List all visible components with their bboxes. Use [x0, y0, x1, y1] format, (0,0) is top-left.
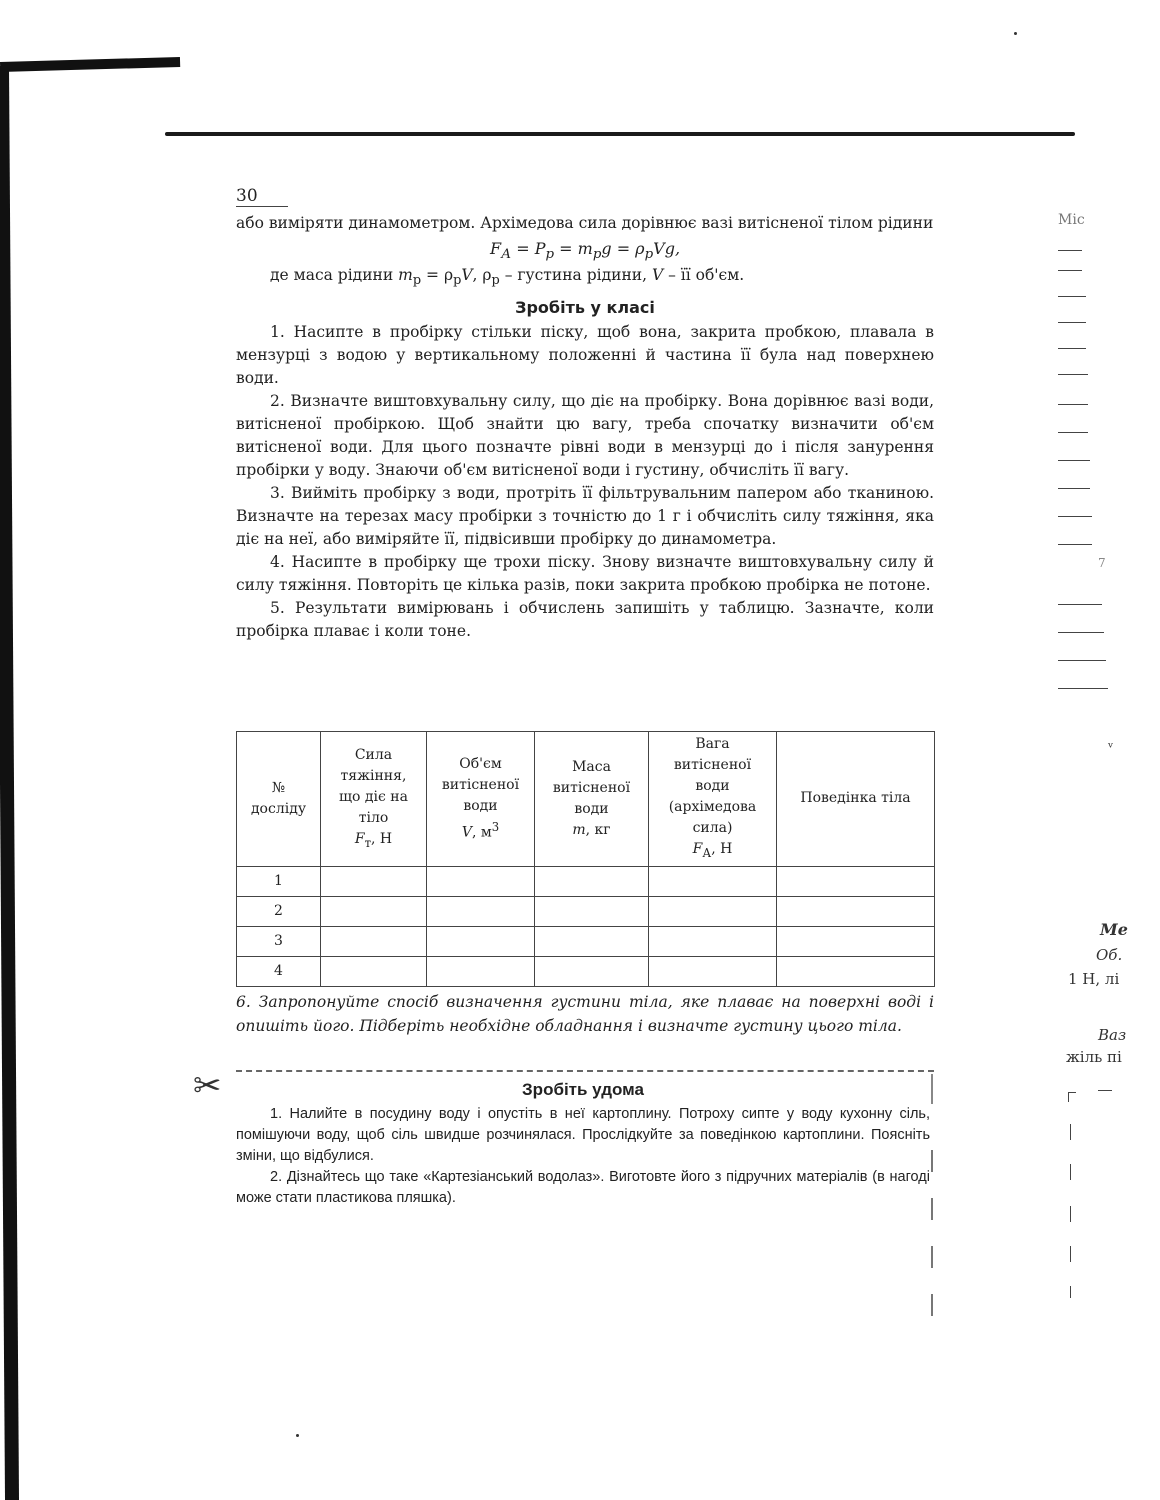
cell: [427, 866, 535, 896]
header-gravity-force: Сила тяжіння, що діє на тіло $F_т$, Н: [321, 732, 427, 867]
table-row: [237, 896, 935, 926]
class-item-3: 3. Вийміть пробірку з води, протріть її фільтрувальним папером або тканиною. Визначте на терезах масу пробірки з точністю до 1 г і обчисліть силу тяжіння, яка діє на неї, або виміряйте її, підвісивши пробірку до динамометра.: [236, 484, 934, 549]
cell: [777, 866, 935, 896]
cell: [649, 926, 777, 956]
home-section: [236, 1080, 930, 1209]
row-number: 1: [237, 866, 321, 896]
page-number: 30: [236, 186, 288, 207]
class-item-5: 5. Результати вимірювань і обчислень запишіть у таблицю. Зазначте, коли пробірка плаває і коли тоне.: [236, 599, 934, 641]
header-displaced-mass: Маса витісненої води m, кг: [535, 732, 649, 867]
cell: [649, 866, 777, 896]
class-item-2: 2. Визначте виштовхувальну силу, що діє на пробірку. Вона дорівнює вазі води, витісненої пробіркою. Щоб знайти цю вагу, треба спочатку визначити об'єм витісненої води. Для цього позначте рівні води в мензурці до і після занурення пробірки у воду. Знаючи об'єм витісненої води і густину, обчисліть її вагу.: [236, 392, 934, 480]
archimedes-formula: $F_А = P_р = m_рg = \rho_рVg$,: [489, 239, 681, 263]
header-body-behaviour: Поведінка тіла: [777, 732, 935, 867]
scissors-icon: ✂: [193, 1066, 222, 1106]
row-number: 2: [237, 896, 321, 926]
formula-explanation: де маса рідини $m_р = \rho_рV$, $\rho_р$ – густина рідини, V – її об'єм.: [270, 266, 745, 289]
row-number: 4: [237, 956, 321, 986]
intro-text: або виміряти динамометром. Архімедова сила дорівнює вазі витісненої тілом рідини: [236, 214, 934, 232]
cell: [427, 926, 535, 956]
cell: [649, 956, 777, 986]
row-number: 3: [237, 926, 321, 956]
cut-line-right-ticks: [931, 1150, 935, 1342]
cell: [649, 896, 777, 926]
cell: [321, 866, 427, 896]
cell: [321, 896, 427, 926]
header-experiment-number: № досліду: [237, 732, 321, 867]
cut-line-edge: [931, 1074, 933, 1104]
intro-block: [236, 212, 934, 643]
table-row: [237, 866, 935, 896]
scan-edge-left: [0, 66, 19, 1500]
class-item-1: 1. Насипте в пробірку стільки піску, щоб вона, закрита пробкою, плавала в мензурці з водою у вертикальному положенні й частина її була над поверхнею води.: [236, 323, 934, 388]
cell: [777, 896, 935, 926]
table-row: [237, 926, 935, 956]
scan-edge-top: [0, 57, 180, 72]
fragment-va: Ваз: [1098, 1026, 1127, 1044]
table-header-row: [237, 732, 935, 867]
cell: [777, 926, 935, 956]
fragment-me: Ме: [1100, 920, 1128, 939]
scan-speck: [296, 1434, 299, 1437]
cell: [535, 956, 649, 986]
cell: [321, 926, 427, 956]
cell: [427, 956, 535, 986]
adjacent-page-fragment: [1058, 0, 1160, 1500]
fragment-top: Міс: [1058, 212, 1085, 228]
cut-line: [236, 1070, 934, 1072]
cell: [535, 866, 649, 896]
scan-speck: [1014, 32, 1017, 35]
fragment-seven: 7: [1098, 556, 1106, 570]
fragment-ob: Об.: [1096, 946, 1123, 964]
cell: [777, 956, 935, 986]
cell: [321, 956, 427, 986]
home-item-2: 2. Дізнайтесь що таке «Картезіанський водолаз». Виготовте його з підручних матеріалів (в нагоді може стати пластикова пляшка).: [236, 1169, 930, 1206]
cell: [427, 896, 535, 926]
home-item-1: 1. Налийте в посудину воду і опустіть в неї картоплину. Потроху сипте у воду кухонну сіль, помішуючи воду, щоб сіль швидше розчинялася. Прослідкуйте за поведінкою картоплини. Поясніть зміни, що відбулися.: [236, 1106, 930, 1164]
header-displaced-volume: Об'єм витісненої води V, $м^3$: [427, 732, 535, 867]
task-6: 6. Запропонуйте спосіб визначення густини тіла, яке плаває на поверхні воді і опишіть його. Підберіть необхідне обладнання і визначте густину цього тіла.: [236, 993, 934, 1035]
fragment-one-n: 1 Н, лі: [1068, 970, 1120, 988]
fragment-mark: ᵛ: [1108, 740, 1114, 756]
class-section-title: Зробіть у класі: [515, 298, 655, 318]
header-displaced-weight: Вага витісненої води (архімедова сила) $F_А$, Н: [649, 732, 777, 867]
home-section-title: Зробіть удома: [522, 1080, 644, 1099]
class-item-4: 4. Насипте в пробірку ще трохи піску. Знову визначте виштовхувальну силу й силу тяжіння. Повторіть це кілька разів, поки закрита пробкою пробірка не потоне.: [236, 553, 934, 595]
cell: [535, 926, 649, 956]
fragment-zhil: жіль пі: [1066, 1048, 1122, 1066]
header-rule: [165, 132, 1075, 136]
table-row: [237, 956, 935, 986]
cell: [535, 896, 649, 926]
results-table: [236, 731, 935, 987]
